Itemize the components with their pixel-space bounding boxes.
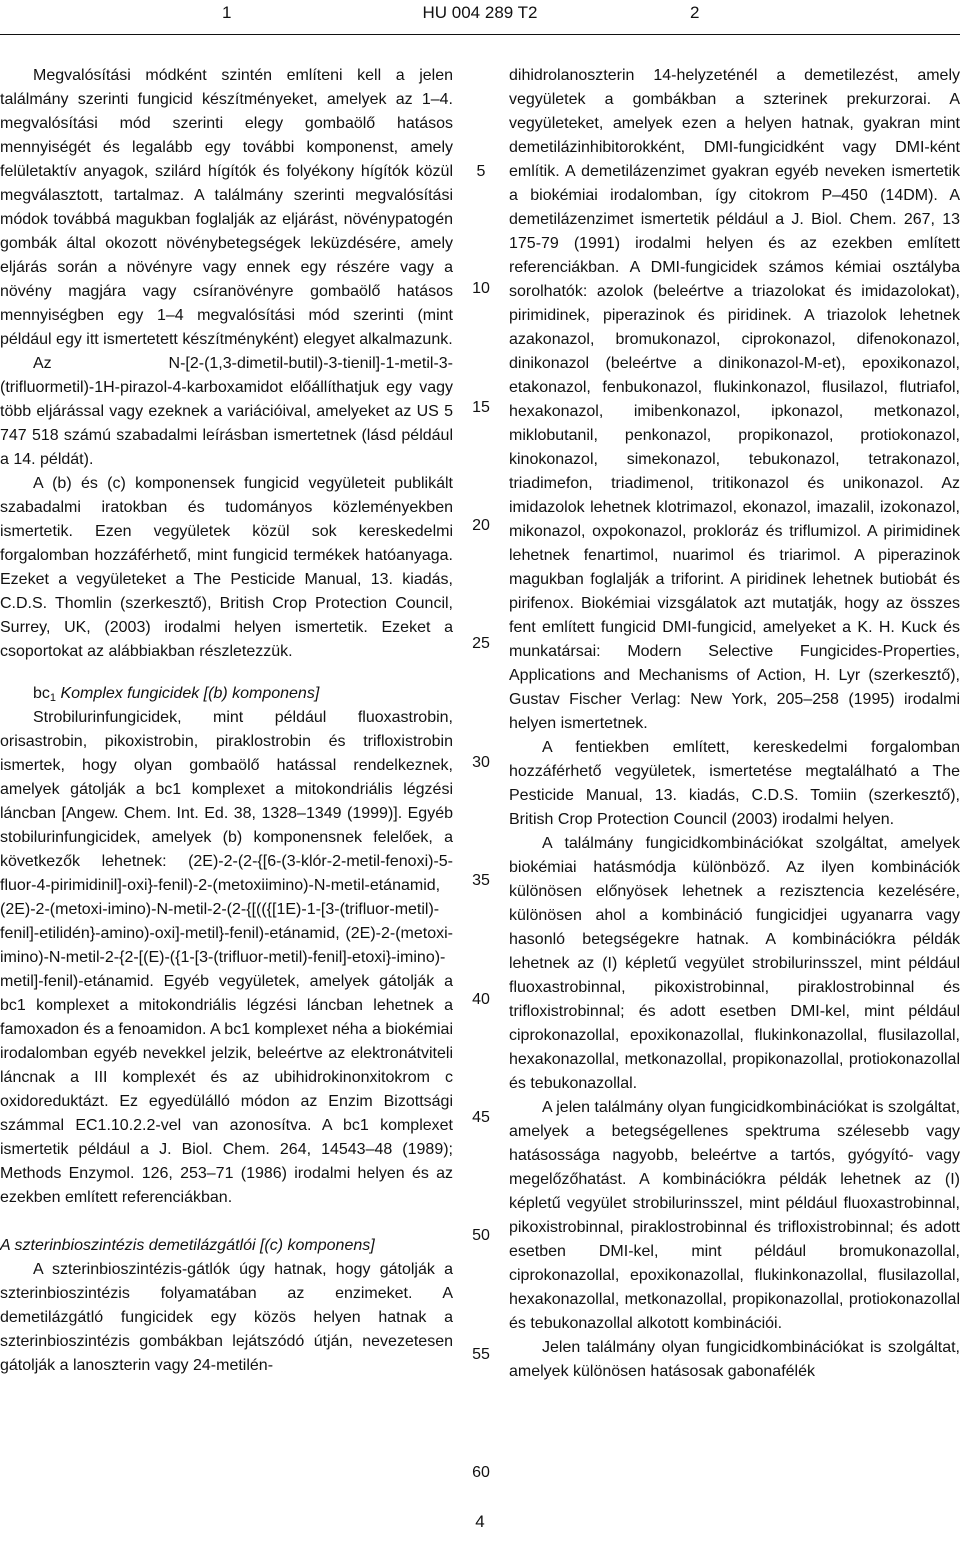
header-patent-id: HU 004 289 T2 [422, 3, 538, 22]
line-number-30: 30 [472, 754, 490, 771]
spacer [0, 664, 453, 682]
right-paragraph-3: A találmány fungicidkombinációkat szolgáltat, amelyek biokémiai hatásmódja különböző. Az ilyen kombinációk különösen előnyösek lehetnek a rezisztencia kezelésére, különösen ahol a kombináció fungicidjei ugyanarra vagy hasonló betegségekre hatnak. A kombinációkra példák lehetnek az (I) képletű vegyület strobilurinsszel, mint például fluoxastrobinnal, pikoxistrobinnal, piraklostrobinnal és trifloxistrobinnal; és adott esetben DMI-kel, mint például ciprokonazollal, epoxikonazollal, flukinkonazollal, flusilazollal, hexakonazollal, metkonazollal, propikonazollal, protiokonazollal és tebukonazollal. [509, 835, 960, 1092]
line-number-25: 25 [472, 635, 490, 652]
heading-bc-prefix: bc [33, 685, 50, 702]
heading-sterol-demethylase: A szterinbioszintézis demetilázgátlói [(c) komponens] [0, 1237, 375, 1254]
line-number-60: 60 [472, 1464, 490, 1481]
left-paragraph-3: A (b) és (c) komponensek fungicid vegyületeit publikált szabadalmi iratokban és tudományos közleményekben ismertetik. Ezen vegyületek közül sok kereskedelmi forgalomban hozzáférhető, mint fungicid termékek hatóanyaga. Ezeket a vegyületeket a The Pesticide Manual, 13. kiadás, C.D.S. Thomlin (szerkesztő), British Crop Protection Council, Surrey, UK, (2003) irodalmi helyen ismertetik. Ezeket a csoportokat az alábbiakban részletezzük. [0, 475, 453, 660]
line-number-15: 15 [472, 399, 490, 416]
line-number-10: 10 [472, 280, 490, 297]
line-number-45: 45 [472, 1109, 490, 1126]
line-number-5: 5 [476, 163, 486, 180]
line-number-50: 50 [472, 1227, 490, 1244]
right-paragraph-5: Jelen találmány olyan fungicidkombinációkat is szolgáltat, amelyek különösen hatásosak gabonafélék [509, 1339, 960, 1380]
header-left-page-number: 1 [222, 3, 232, 22]
right-paragraph-1: dihidrolanoszterin 14-helyzeténél a demetilezést, amely vegyületek a gombákban a szterinek prekurzorai. A vegyületeket, amelyek ezen a helyen hatnak, gyakran mint demetilázinhibitorokként, DMI-fungicidként vagy DMI-ként említik. A demetilázenzimet gyakran egyéb neveken ismertetik a biokémiai irodalomban, így citokrom P–450 (14DM). A demetilázenzimet ismertetik például a J. Biol. Chem. 267, 13 175-79 (1991) irodalmi helyen és az ezekben említett referenciákban. A DMI-fungicidek számos kémiai osztályba sorolhatók: azolok (beleértve a triazolokat és imidazolokat), pirimidinek, piperazinok és piridinek. A triazolok lehetnek azakonazol, bromukonazol, ciprokonazol, difenokonazol, dinikonazol (beleértve a dinikonazol-M-et), epoxikonazol, etakonazol, fenbukonazol, flukinkonazol, flusilazol, flutriafol, hexakonazol, imibenkonazol, ipkonazol, metkonazol, miklobutanil, penkonazol, propikonazol, protiokonazol, kinokonazol, simekonazol, tebukonazol, tetrakonazol, triadimefon, triadimenol, tritikonazol és unikonazol. Az imidazolok lehetnek klotrimazol, ekonazol, imazalil, izokonazol, mikonazol, oxpokonazol, prokloráz és triflumizol. A pirimidinek lehetnek fenartimol, nuarimol és triarimol. A piperazinok magukban foglalják a triforint. A piridinek lehetnek butiobát és pirifenox. Biokémiai vizsgálatok azt mutatják, hogy az összes fent említett fungicid DMI-fungicid, amelyeket a K. H. Kuck és munkatársai: Modern Selective Fungicides-Properties, Applications and Mechanisms of Action, H. Lyr (szerkesztő), Gustav Fischer Verlag: New York, 205–258 (1995) irodalmi helyen ismertetnek. [509, 67, 960, 732]
line-number-40: 40 [472, 991, 490, 1008]
line-number-55: 55 [472, 1346, 490, 1363]
heading-bc-rest: Komplex fungicidek [(b) komponens] [56, 685, 320, 702]
left-paragraph-5: A szterinbioszintézis-gátlók úgy hatnak, hogy gátolják a szterinbioszintézis folyamatában az enzimeket. A demetilázgátló fungicidek egy közös helyen hatnak a szterinbioszintézis gombákban lejátszódó útján, nevezetesen gátolják a lanoszterin vagy 24-metilén- [0, 1261, 453, 1374]
heading-bc1-complex [0, 682, 453, 706]
right-paragraph-2: A fentiekben említett, kereskedelmi forgalomban hozzáférhető vegyületek, ismertetése megtalálható a The Pesticide Manual, 13. kiadás, C.D.S. Tomiin (szerkesztő), British Crop Protection Council (2003) irodalmi helyen. [509, 739, 960, 828]
header-rule [0, 34, 960, 35]
heading-bc-subscript: 1 [49, 692, 57, 704]
left-paragraph-2: Az N-[2-(1,3-dimetil-butil)-3-tienil]-1-metil-3-(trifluormetil)-1H-pirazol-4-karboxamidot előállíthatjuk egy vagy több eljárással vagy ezeknek a variációival, amelyeket az US 5 747 518 számú szabadalmi leírásban ismertetnek (lásd például a 14. példát). [0, 355, 453, 468]
left-paragraph-4: Strobilurinfungicidek, mint például fluoxastrobin, orisastrobin, pikoxistrobin, piraklostrobin és trifloxistrobin ismertek, hogy olyan gombaölő hatással rendelkeznek, amelyek gátolják a bc1 komplexet a mitokondriális légzési láncban [Angew. Chem. Int. Ed. 38, 1328–1349 (1999)]. Egyéb stobilurinfungicidek, amelyek (b) komponensnek felelőek, a következők lehetnek: (2E)-2-(2-{[6-(3-klór-2-metil-fenoxi)-5-fluor-4-pirimidinil]-oxi}-fenil)-2-(metoxiimino)-N-metil-etánamid, (2E)-2-(metoxi-imino)-N-metil-2-(2-{[(({[1E)-1-[3-(trifluor-metil)-fenil]-etilidén}-amino)-oxi]-metil}-fenil)-etánamid, (2E)-2-(metoxi-imino)-N-metil-2-{2-[(E)-({1-[3-(trifluor-metil)-fenil]-etoxi}-imino)-metil]-fenil)-etánamid. Egyéb vegyületek, amelyek gátolják a bc1 komplexet a mitokondriális légzési láncban lehetnek a famoxadon és a fenoamidon. A bc1 komplexet néha a biokémiai irodalomban egyéb nevekkel jelzik, beleértve az elektronátviteli láncnak a III komplexét és az ubihidrokinonxitokrom c oxidoreduktázt. Ez egyedülálló módon az Enzim Bizottsági számmal EC1.10.2.2-vel van azonosítva. A bc1 komplexet ismertetik például a J. Biol. Chem. 264, 14543–48 (1989); Methods Enzymol. 126, 253–71 (1986) irodalmi helyen és az ezekben említett referenciákban. [0, 709, 453, 1206]
spacer [0, 1210, 453, 1234]
line-number-35: 35 [472, 872, 490, 889]
left-paragraph-1: Megvalósítási módként szintén említeni kell a jelen találmány szerinti fungicid készítményeket, amelyek az 1–4. megvalósítási mód szerinti elegy gombaölő hatásos mennyiségét és legalább egy további komponenst, amely felületaktív anyagok, szilárd hígítók és folyékony hígítók közül megválasztott, tartalmaz. A találmány szerinti megvalósítási módok továbbá magukban foglalják az eljárást, növénypatogén gombák által okozott növénybetegségek leküzdésére, amely eljárás során a növényre vagy ennek egy részére vagy a növény magjára vagy csíranövényre gombaölő hatásos mennyiségben egy 1–4 megvalósítási mód szerinti (mint például egy itt ismertetett készítményként) elegyet alkalmazunk. [0, 67, 453, 348]
header-right-page-number: 2 [690, 3, 700, 22]
right-column [509, 64, 960, 1384]
line-number-20: 20 [472, 517, 490, 534]
right-paragraph-4: A jelen találmány olyan fungicidkombinációkat is szolgáltat, amelyek a betegségellenes spektruma szélesebb vagy hatásossága nagyobb, beleértve a tartós, gyógyító- vagy megelőzőhatást. A kombinációkra példák lehetnek az (I) képletű vegyület strobilurinsszel, mint például fluoxastrobinnal, pikoxistrobinnal, piraklostrobinnal és trifloxistrobinnal; és adott esetben DMI-kel, mint például bromukonazollal, ciprokonazollal, epoxikonazollal, flukinkonazollal, flusilazollal, hexakonazollal, metkonazollal, propikonazollal, protiokonazollal és tebukonazollal alkotott kombinációi. [509, 1099, 960, 1332]
footer-page-number: 4 [475, 1512, 485, 1531]
left-column [0, 64, 453, 1378]
